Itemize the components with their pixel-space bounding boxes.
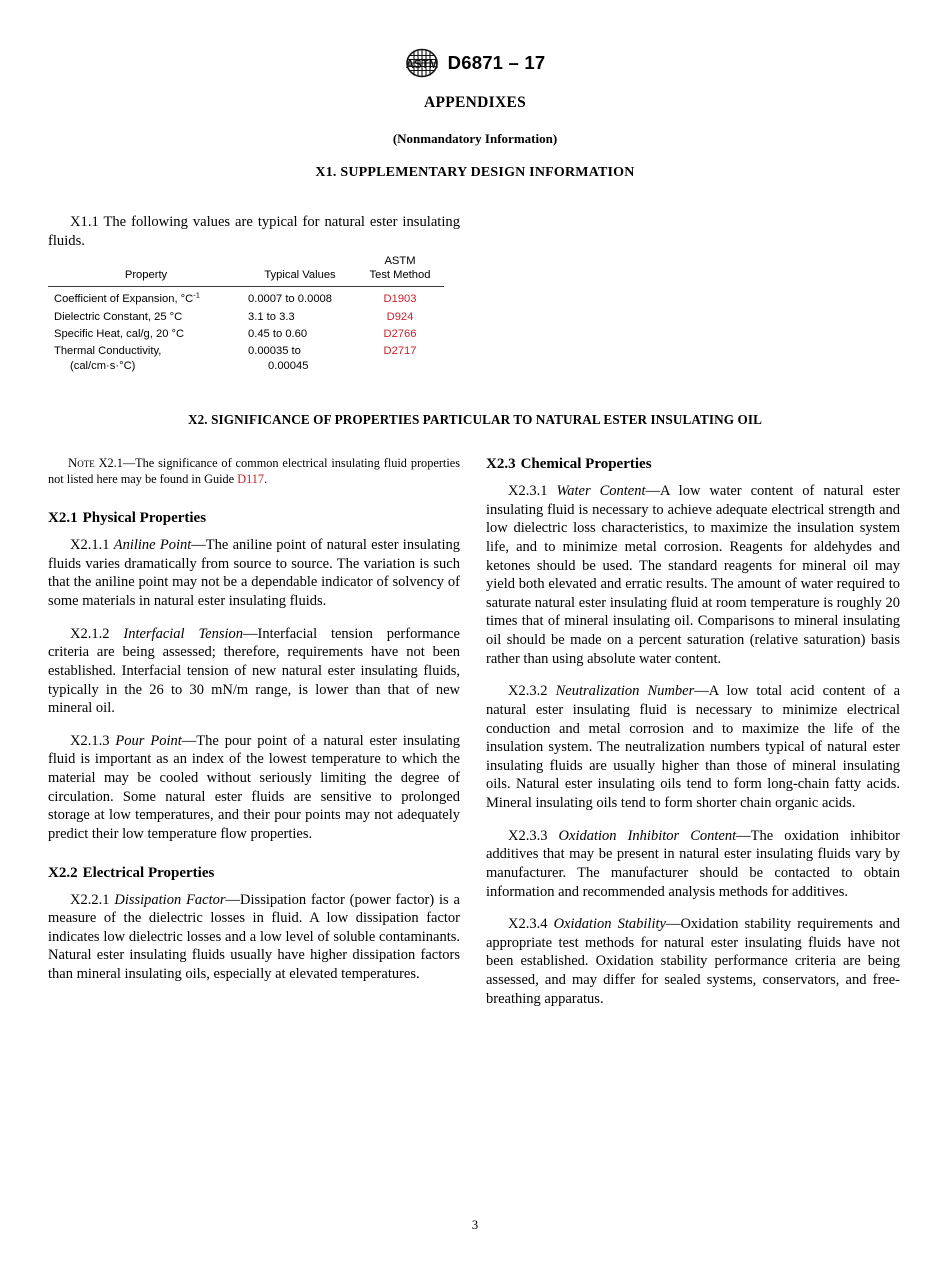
note-text-before: X2.1—The significance of common electrical insulating fluid properties not listed here may be found in Guide xyxy=(48,456,460,486)
paragraph-text: —The aniline point of natural ester insulating fluids varies dramatically from source to source. The variation is such that the aniline point may not be a dependable indicator of solvency of some materials in natural ester insulating fluids. xyxy=(48,537,460,610)
paragraph-number: X2.1.2 xyxy=(70,625,110,642)
table-row xyxy=(48,343,444,375)
paragraph-x234 xyxy=(486,915,900,1008)
document-header xyxy=(0,48,950,78)
column-header-typical-values: Typical Values xyxy=(244,255,356,287)
heading-title: Electrical Properties xyxy=(82,864,215,881)
astm-logo xyxy=(405,48,439,78)
cell-test-method-link[interactable]: D924 xyxy=(386,310,414,323)
cell-typical-value xyxy=(244,343,356,375)
paragraph-text: —Interfacial tension performance criteria are being assessed; therefore, requirements have not been established. Interfacial tension of new natural ester insulating fluids, typically in the 26 to 30 mN/m range, is lower than that of new mineral oil. xyxy=(48,625,460,717)
x1-section-heading: X1. SUPPLEMENTARY DESIGN INFORMATION xyxy=(315,165,635,180)
property-text: Coefficient of Expansion, °C xyxy=(54,293,194,306)
paragraph-text: —A low water content of natural ester insulating fluid is necessary to achieve adequate electrical strength and low dielectric loss characteristics, to maximize the insulation system life, and to minimize metal corrosion. Reagents for aldehydes and ketones should be used. The standard reagents for mineral oil may yield both elevated and erratic results. The amount of water required to saturate natural ester insulating fluid at room temperature is roughly 20 times that of mineral insulating oil. Comparisons to mineral insulating oil should be made on a percent saturation (relative saturation) basis rather than using absolute water content. xyxy=(486,483,900,667)
table-row xyxy=(48,287,444,308)
property-text-secondline: (cal/cm·s·°C) xyxy=(70,359,136,372)
heading-x22-electrical-properties xyxy=(48,864,460,882)
appendixes-heading: APPENDIXES xyxy=(423,94,527,111)
cell-test-method-link[interactable]: D2766 xyxy=(383,327,417,340)
cell-typical-value: 0.45 to 0.60 xyxy=(248,327,308,340)
column-header-astm-test-method xyxy=(356,255,444,287)
paragraph-x211 xyxy=(48,536,460,611)
paragraph-x231 xyxy=(486,482,900,668)
note-label: Note xyxy=(68,456,95,470)
column-header-astm-line2: Test Method xyxy=(369,268,431,281)
table-header xyxy=(48,255,444,287)
paragraph-x212 xyxy=(48,625,460,718)
cell-typical-value: 0.0007 to 0.0008 xyxy=(248,293,332,306)
paragraph-number: X2.3.1 xyxy=(508,483,548,499)
value-line1: 0.00035 to xyxy=(248,345,301,358)
paragraph-text: —A low total acid content of a natural ester insulating fluid is necessary to minimize electrical conduction and metal corrosion and to maximize the life of the insulation system. The neutralization numbers typical of natural ester insulating fluids are usually higher than those of mineral insulating oils. Natural ester insulating oils tend to form long-chain fatty acids. Mineral insulating oils tend to form shorter chain organic acids. xyxy=(486,683,901,811)
paragraph-term: Oxidation Inhibitor Content xyxy=(558,827,737,844)
cell-typical-value: 3.1 to 3.3 xyxy=(248,310,295,323)
paragraph-x233 xyxy=(486,827,900,902)
table-header-row xyxy=(48,255,444,287)
heading-title: Chemical Properties xyxy=(520,456,652,472)
page-number: 3 xyxy=(471,1218,479,1232)
cell-property xyxy=(48,287,244,308)
paragraph-text: —The oxidation inhibitor additives that may be present in natural ester insulating fluids vary by manufacturer. The manufacturer should be contacted to obtain information and recommended analysis methods for additives. xyxy=(486,827,900,900)
property-superscript: -1 xyxy=(193,290,200,300)
property-text: Thermal Conductivity, xyxy=(54,345,162,358)
cell-test-method-link[interactable]: D2717 xyxy=(383,345,417,358)
note-text-after: . xyxy=(264,471,268,486)
heading-number: X2.3 xyxy=(486,456,516,472)
note-x21 xyxy=(48,455,460,487)
table-body xyxy=(48,287,444,375)
heading-x21-physical-properties xyxy=(48,509,460,527)
paragraph-term: Neutralization Number xyxy=(555,683,695,700)
paragraph-x232 xyxy=(486,682,900,812)
heading-x23-chemical-properties xyxy=(486,455,900,473)
paragraph-text: —Oxidation stability requirements and appropriate test methods for natural ester insulating fluids have not been established. Oxidation stability performance criteria are being assessed, and may differ for sealed systems, conservators, and free-breathing apparatus. xyxy=(486,916,901,1007)
paragraph-term: Aniline Point xyxy=(113,537,192,554)
paragraph-term: Oxidation Stability xyxy=(553,916,666,933)
paragraph-term: Interfacial Tension xyxy=(123,625,244,642)
column-header-property: Property xyxy=(48,255,244,287)
paragraph-x213 xyxy=(48,732,460,844)
table-row xyxy=(48,325,444,342)
left-column xyxy=(48,455,460,998)
paragraph-number: X2.1.3 xyxy=(70,732,110,749)
heading-number: X2.1 xyxy=(48,510,78,527)
typical-values-table xyxy=(48,255,444,374)
paragraph-number: X2.2.1 xyxy=(70,891,110,908)
guide-d117-link[interactable]: D117 xyxy=(237,471,265,486)
value-line2: 0.00045 xyxy=(268,359,309,372)
paragraph-number: X2.3.3 xyxy=(508,827,548,844)
cell-property xyxy=(48,343,244,375)
cell-property: Dielectric Constant, 25 °C xyxy=(54,310,183,323)
x1-intro-paragraph: X1.1 The following values are typical for natural ester insulating fluids. xyxy=(48,214,460,249)
heading-title: Physical Properties xyxy=(82,510,207,527)
paragraph-text: —The pour point of a natural ester insulating fluid is important as an index of the lowest temperature to which the material may be cooled without seriously limiting the degree of circulation. Some natural ester fluids are sensitive to prolonged storage at low temperatures, and their pour points may not adequately predict their low temperature flow properties. xyxy=(48,732,461,842)
table-row xyxy=(48,308,444,325)
paragraph-text: —Dissipation factor (power factor) is a measure of the dielectric losses in fluid. A low dissipation factor indicates low dielectric losses and a low level of soluble contaminants. Natural ester insulating fluids usually have higher dissipation factors than mineral insulating oils, especially at elevated temperatures. xyxy=(48,891,460,983)
paragraph-term: Pour Point xyxy=(115,732,182,749)
paragraph-x221 xyxy=(48,891,460,984)
paragraph-number: X2.3.2 xyxy=(508,683,548,700)
nonmandatory-subheading: (Nonmandatory Information) xyxy=(392,131,558,146)
svg-text:ASTM: ASTM xyxy=(405,59,438,71)
cell-property: Specific Heat, cal/g, 20 °C xyxy=(54,327,185,340)
right-column xyxy=(486,455,900,1022)
x2-section-heading: X2. SIGNIFICANCE OF PROPERTIES PARTICULAR TO NATURAL ESTER INSULATING OIL xyxy=(187,412,763,427)
paragraph-term: Water Content xyxy=(556,483,646,499)
cell-test-method-link[interactable]: D1903 xyxy=(383,293,417,306)
heading-number: X2.2 xyxy=(48,864,78,881)
paragraph-number: X2.1.1 xyxy=(70,537,110,554)
paragraph-term: Dissipation Factor xyxy=(114,891,226,908)
column-header-astm-line1: ASTM xyxy=(384,255,416,267)
document-designation: D6871 – 17 xyxy=(447,52,546,73)
paragraph-number: X2.3.4 xyxy=(508,916,548,933)
